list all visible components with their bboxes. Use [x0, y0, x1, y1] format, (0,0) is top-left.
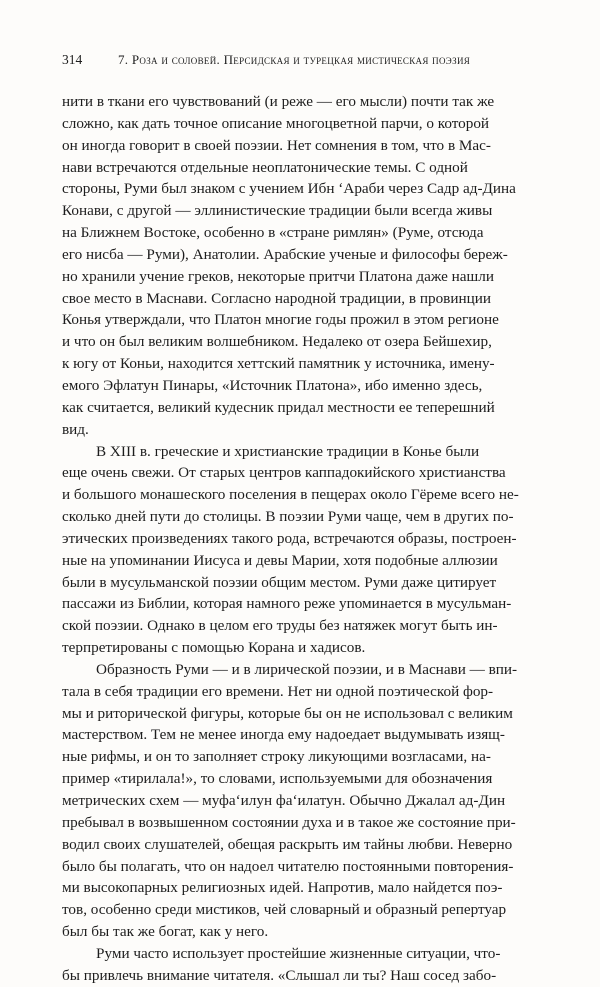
text-line: мастерством. Тем не менее иногда ему надоедает выдумывать изящ- — [62, 726, 505, 744]
text-line: и большого монашеского поселения в пещерах около Гёреме всего не- — [62, 486, 519, 504]
text-line: на Ближнем Востоке, особенно в «стране римлян» (Руме, отсюда — [62, 224, 484, 242]
body-text — [62, 91, 540, 987]
text-line: свое место в Маснави. Согласно народной традиции, в провинции — [62, 289, 491, 307]
paragraph-3 — [62, 659, 540, 943]
text-line: ми высокопарных религиозных идей. Напротив, мало найдется поэ- — [62, 879, 503, 897]
text-line: пример «тирилала!», то словами, используемыми для обозначения — [62, 770, 493, 788]
text-line: пребывал в возвышенном состоянии духа и в такое же состояние при- — [62, 813, 516, 831]
text-line: были в мусульманской поэзии общим местом. Руми даже цитирует — [62, 573, 497, 591]
text-line: тов, особенно среди мистиков, чей словарный и образный репертуар — [62, 901, 507, 919]
text-line: нави встречаются отдельные неоплатонические темы. С одной — [62, 158, 468, 176]
text-line: но хранили учение греков, некоторые притчи Платона даже нашли — [62, 267, 494, 285]
page-number: 314 — [62, 52, 83, 67]
running-title: 7. Роза и соловей. Персидская и турецкая мистическая поэзия — [118, 52, 471, 67]
text-line: Конави, с другой — эллинистические традиции были всегда живы — [62, 202, 493, 220]
text-line: был бы так же богат, как у него. — [62, 923, 269, 941]
text-line: нити в ткани его чувствований (и реже — его мысли) почти так же — [62, 93, 495, 110]
text-line: стороны, Руми был знаком с учением Ибн ʻАраби через Садр ад-Дина — [62, 180, 516, 198]
paragraph-4 — [62, 943, 540, 987]
text-line: Конья утверждали, что Платон многие годы прожил в этом регионе — [62, 311, 499, 329]
text-line: и что он был великим волшебником. Недалеко от озера Бейшехир, — [62, 333, 492, 351]
text-line: водил своих слушателей, обещая раскрыть им тайны любви. Неверно — [62, 835, 513, 853]
text-line: сложно, как дать точное описание многоцветной парчи, о которой — [62, 114, 490, 132]
text-line: этических произведениях такого рода, встречаются образы, построен- — [62, 529, 517, 547]
text-line: тала в себя традиции его времени. Нет ни одной поэтической фор- — [62, 682, 494, 700]
text-line: Руми часто использует простейшие жизненные ситуации, что- — [96, 944, 501, 962]
text-line: еще очень свежи. От старых центров каппадокийского христианства — [62, 464, 506, 482]
text-line: пассажи из Библии, которая намного реже упоминается в мусульман- — [62, 595, 512, 613]
running-header — [62, 51, 542, 69]
text-line: В XIII в. греческие и христианские традиции в Конье были — [96, 442, 480, 460]
text-line: бы привлечь внимание читателя. «Слышал ли ты? Наш сосед забо- — [62, 966, 497, 984]
text-line: ные рифмы, и он то заполняет строку ликующими возгласами, на- — [62, 748, 491, 766]
text-line: терпретированы с помощью Корана и хадисов. — [62, 639, 366, 657]
text-line: метрических схем — муфаʻилун фаʻилатун. Обычно Джалал ад-Дин — [62, 792, 506, 809]
text-line: емого Эфлатун Пинары, «Источник Платона», ибо именно здесь, — [62, 376, 483, 394]
text-line: его нисба — Руми), Анатолии. Арабские ученые и философы береж- — [62, 245, 508, 263]
text-line: сколько дней пути до столицы. В поэзии Руми чаще, чем в других по- — [62, 508, 514, 526]
text-line: к югу от Коньи, находится хеттский памятник у источника, имену- — [62, 355, 495, 373]
paragraph-1 — [62, 91, 540, 441]
paragraph-2 — [62, 441, 540, 659]
text-line: он иногда говорит в своей поэзии. Нет сомнения в том, что в Мас- — [62, 136, 491, 154]
text-line: было бы полагать, что он надоел читателю постоянными повторения- — [62, 857, 514, 875]
text-line: ской поэзии. Однако в целом его труды без натяжек могут быть ин- — [62, 617, 498, 635]
text-line: Образность Руми — и в лирической поэзии, и в Маснави — впи- — [96, 660, 518, 678]
text-line: мы и риторической фигуры, которые бы он не использовал с великим — [62, 704, 513, 722]
text-line: вид. — [62, 420, 89, 438]
text-line: ные на упоминании Иисуса и девы Марии, хотя подобные аллюзии — [62, 551, 498, 569]
text-line: как считается, великий кудесник придал местности ее теперешний — [62, 398, 495, 416]
